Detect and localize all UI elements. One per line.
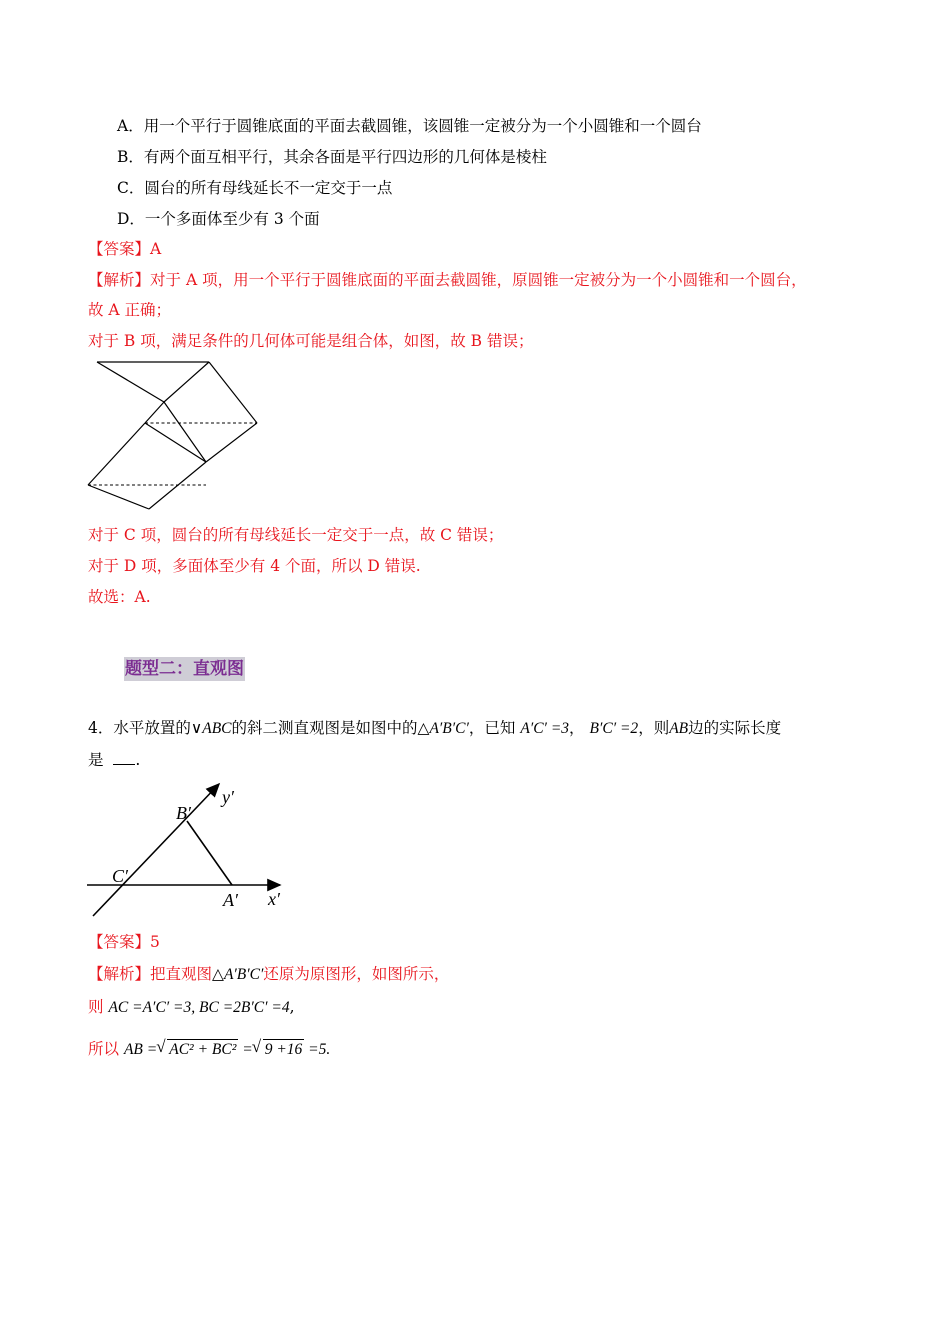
q4-text: ，则 <box>638 719 670 737</box>
q3-answer <box>88 239 161 259</box>
q4-text: 的斜二测直观图是如图中的 <box>231 719 418 737</box>
q4-stem-line2 <box>88 750 140 770</box>
q4-text: ，已知 <box>468 719 516 737</box>
period: . <box>135 751 141 769</box>
q4-text: 边的实际长度 <box>688 719 782 737</box>
q3-conclusion: 故选：A. <box>88 588 151 606</box>
ze-text: 则 <box>88 998 104 1016</box>
answer-value: 5 <box>150 933 160 951</box>
option-d: D．一个多面体至少有 3 个面 <box>117 210 320 228</box>
q3-analysis-line2: 故 A 正确； <box>88 301 172 319</box>
given-bc: B′C′ =2 <box>589 720 639 737</box>
q4-answer <box>88 932 160 952</box>
suoyi-end: =5. <box>304 1041 331 1058</box>
radical-2: √ 9 +16 <box>263 1039 305 1060</box>
label-b-prime: B′ <box>176 803 191 823</box>
q4-text: 水平放置的 <box>113 719 191 737</box>
analysis-tri: △A′B′C′ <box>212 966 264 983</box>
section-title: 题型二：直观图 <box>125 659 244 679</box>
q4-analysis <box>88 964 449 985</box>
suoyi-ab: AB = <box>123 1041 158 1058</box>
ab-label: AB <box>669 720 689 737</box>
separator: ， <box>569 719 585 737</box>
answer-blank <box>113 750 135 765</box>
q4-stem-line1 <box>88 718 781 739</box>
analysis-text: 还原为原图形，如图所示， <box>263 965 450 983</box>
suoyi-eq: = <box>238 1041 253 1058</box>
q4-text: 是 <box>88 751 104 769</box>
option-b: B．有两个面互相平行，其余各面是平行四边形的几何体是棱柱 <box>117 148 547 166</box>
analysis-text: 对于 A 项，用一个平行于圆锥底面的平面去截圆锥，原圆锥一定被分为一个小圆锥和一个圆台， <box>150 271 807 289</box>
ze-math: AC =A′C′ =3, BC =2B′C′ =4 <box>108 999 290 1016</box>
label-x-prime: x′ <box>268 889 280 909</box>
analysis-text: 把直观图 <box>150 965 213 983</box>
analysis-tag: 【解析】 <box>88 965 151 983</box>
answer-tag: 【答案】 <box>88 933 151 951</box>
suoyi-text: 所以 <box>88 1040 120 1058</box>
answer-value: A <box>150 240 162 258</box>
q3-analysis-line1 <box>88 270 807 290</box>
q3-analysis-line3: 对于 B 项，满足条件的几何体可能是组合体，如图，故 B 错误； <box>88 332 534 350</box>
tri-prime: △A′B′C′ <box>417 720 469 737</box>
oblique-projection-figure <box>80 775 295 925</box>
label-a-prime: A′ <box>223 890 238 910</box>
q3-analysis-line5: 对于 D 项，多面体至少有 4 个面，所以 D 错误. <box>88 557 421 575</box>
q4-analysis-suoyi <box>88 1039 330 1060</box>
q3-analysis-line4: 对于 C 项，圆台的所有母线延长一定交于一点，故 C 错误； <box>88 526 504 544</box>
q4-analysis-ze <box>88 997 295 1018</box>
tri-abc: ∨ABC <box>190 720 232 737</box>
radical-1: √ AC² + BC² <box>167 1039 238 1060</box>
given-ac: A′C′ =3 <box>520 720 570 737</box>
combined-solid-figure <box>80 355 265 515</box>
label-c-prime: C′ <box>112 866 128 886</box>
ze-end: , <box>289 998 295 1016</box>
label-y-prime: y′ <box>222 787 234 807</box>
q4-number: 4． <box>88 719 114 737</box>
option-a: A．用一个平行于圆锥底面的平面去截圆锥，该圆锥一定被分为一个小圆锥和一个圆台 <box>117 117 702 135</box>
option-c: C．圆台的所有母线延长不一定交于一点 <box>117 179 393 197</box>
analysis-tag: 【解析】 <box>88 271 151 289</box>
answer-tag: 【答案】 <box>88 240 151 258</box>
